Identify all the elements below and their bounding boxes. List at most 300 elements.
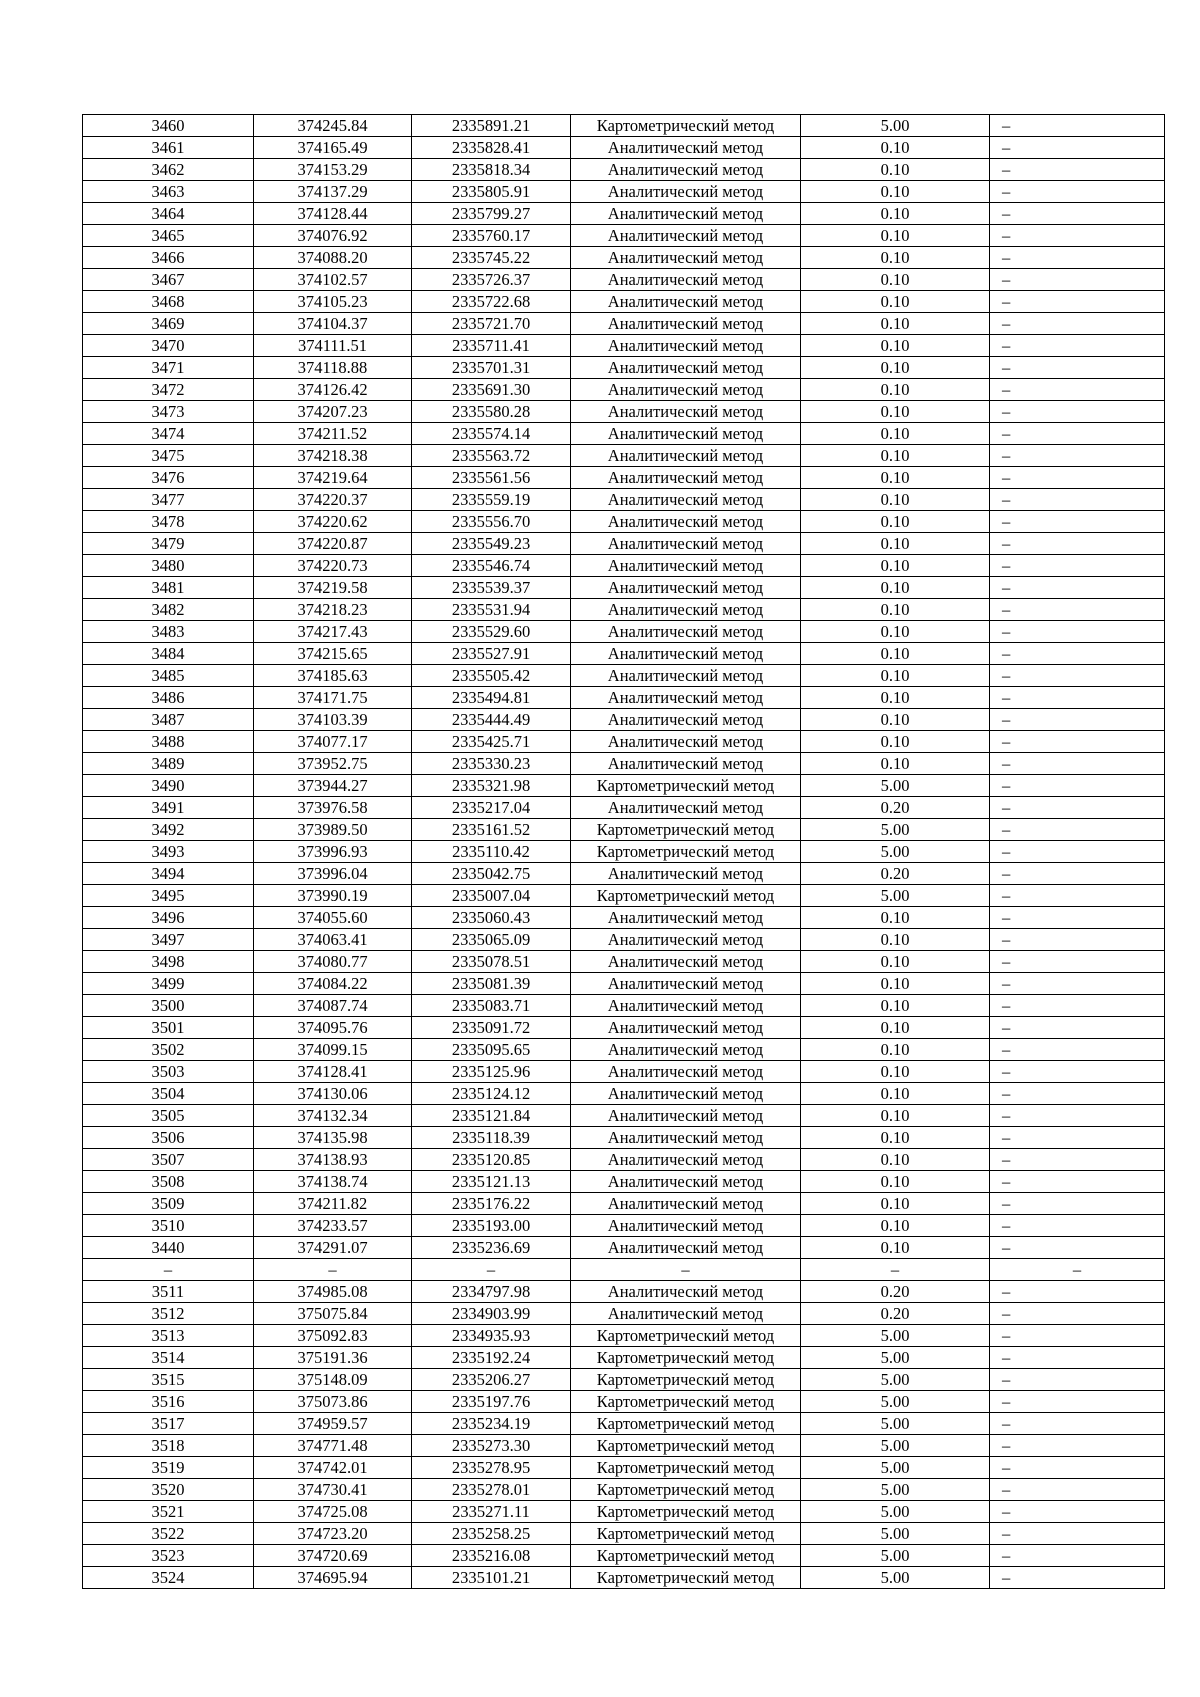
accuracy-cell: 0.10 — [801, 357, 990, 379]
note-cell: – — [990, 1127, 1165, 1149]
x-coordinate-cell: – — [254, 1259, 412, 1281]
y-coordinate-cell: 2335091.72 — [412, 1017, 571, 1039]
y-coordinate-cell: 2335574.14 — [412, 423, 571, 445]
note-cell: – — [990, 1391, 1165, 1413]
point-number-cell: 3493 — [83, 841, 254, 863]
point-number-cell: 3498 — [83, 951, 254, 973]
accuracy-cell: 5.00 — [801, 1501, 990, 1523]
x-coordinate-cell: 374080.77 — [254, 951, 412, 973]
x-coordinate-cell: 374985.08 — [254, 1281, 412, 1303]
y-coordinate-cell: 2335546.74 — [412, 555, 571, 577]
accuracy-cell: 0.10 — [801, 137, 990, 159]
table-row — [83, 379, 1165, 401]
x-coordinate-cell: 374102.57 — [254, 269, 412, 291]
point-number-cell: 3501 — [83, 1017, 254, 1039]
y-coordinate-cell: 2335760.17 — [412, 225, 571, 247]
method-cell: Аналитический метод — [571, 269, 801, 291]
accuracy-cell: 0.10 — [801, 1105, 990, 1127]
accuracy-cell: 0.10 — [801, 753, 990, 775]
method-cell: Аналитический метод — [571, 181, 801, 203]
note-cell: – — [990, 1171, 1165, 1193]
method-cell: Аналитический метод — [571, 467, 801, 489]
y-coordinate-cell: 2335118.39 — [412, 1127, 571, 1149]
point-number-cell: 3479 — [83, 533, 254, 555]
x-coordinate-cell: 374135.98 — [254, 1127, 412, 1149]
accuracy-cell: 0.10 — [801, 599, 990, 621]
accuracy-cell: 0.10 — [801, 687, 990, 709]
x-coordinate-cell: 374220.62 — [254, 511, 412, 533]
accuracy-cell: 0.10 — [801, 1127, 990, 1149]
method-cell: Аналитический метод — [571, 335, 801, 357]
point-number-cell: 3511 — [83, 1281, 254, 1303]
accuracy-cell: 0.10 — [801, 159, 990, 181]
point-number-cell: 3468 — [83, 291, 254, 313]
note-cell: – — [990, 313, 1165, 335]
accuracy-cell: 0.10 — [801, 445, 990, 467]
accuracy-cell: 0.10 — [801, 643, 990, 665]
note-cell: – — [990, 665, 1165, 687]
y-coordinate-cell: 2335060.43 — [412, 907, 571, 929]
accuracy-cell: 0.10 — [801, 995, 990, 1017]
note-cell: – — [990, 577, 1165, 599]
point-number-cell: 3474 — [83, 423, 254, 445]
y-coordinate-cell: 2335234.19 — [412, 1413, 571, 1435]
method-cell: Аналитический метод — [571, 137, 801, 159]
table-row — [83, 1501, 1165, 1523]
note-cell: – — [990, 1501, 1165, 1523]
note-cell: – — [990, 1457, 1165, 1479]
note-cell: – — [990, 753, 1165, 775]
accuracy-cell: 0.10 — [801, 577, 990, 599]
accuracy-cell: 0.10 — [801, 973, 990, 995]
table-row — [83, 1149, 1165, 1171]
note-cell: – — [990, 775, 1165, 797]
x-coordinate-cell: 374220.37 — [254, 489, 412, 511]
table-row — [83, 1325, 1165, 1347]
y-coordinate-cell: 2335531.94 — [412, 599, 571, 621]
point-number-cell: 3497 — [83, 929, 254, 951]
note-cell: – — [990, 1369, 1165, 1391]
accuracy-cell: 0.10 — [801, 291, 990, 313]
method-cell: Аналитический метод — [571, 445, 801, 467]
point-number-cell: 3523 — [83, 1545, 254, 1567]
point-number-cell: 3500 — [83, 995, 254, 1017]
note-cell: – — [990, 1523, 1165, 1545]
note-cell: – — [990, 1061, 1165, 1083]
note-cell: – — [990, 1237, 1165, 1259]
method-cell: Картометрический метод — [571, 1545, 801, 1567]
note-cell: – — [990, 335, 1165, 357]
note-cell: – — [990, 1479, 1165, 1501]
accuracy-cell: 0.10 — [801, 709, 990, 731]
y-coordinate-cell: 2335425.71 — [412, 731, 571, 753]
table-row — [83, 1215, 1165, 1237]
method-cell: Аналитический метод — [571, 995, 801, 1017]
note-cell: – — [990, 247, 1165, 269]
note-cell: – — [990, 1083, 1165, 1105]
y-coordinate-cell: 2335278.01 — [412, 1479, 571, 1501]
point-number-cell: 3487 — [83, 709, 254, 731]
method-cell: Аналитический метод — [571, 1193, 801, 1215]
table-row — [83, 159, 1165, 181]
table-row — [83, 1017, 1165, 1039]
method-cell: Картометрический метод — [571, 1435, 801, 1457]
note-cell: – — [990, 643, 1165, 665]
accuracy-cell: 0.10 — [801, 269, 990, 291]
y-coordinate-cell: 2335193.00 — [412, 1215, 571, 1237]
accuracy-cell: 0.10 — [801, 929, 990, 951]
note-cell: – — [990, 1017, 1165, 1039]
method-cell: Аналитический метод — [571, 401, 801, 423]
note-cell: – — [990, 423, 1165, 445]
x-coordinate-cell: 374118.88 — [254, 357, 412, 379]
method-cell: Аналитический метод — [571, 973, 801, 995]
point-number-cell: 3516 — [83, 1391, 254, 1413]
x-coordinate-cell: 373996.04 — [254, 863, 412, 885]
note-cell: – — [990, 973, 1165, 995]
table-row — [83, 137, 1165, 159]
y-coordinate-cell: 2334903.99 — [412, 1303, 571, 1325]
table-row — [83, 1523, 1165, 1545]
point-number-cell: 3467 — [83, 269, 254, 291]
x-coordinate-cell: 374153.29 — [254, 159, 412, 181]
table-row — [83, 1391, 1165, 1413]
x-coordinate-cell: 374077.17 — [254, 731, 412, 753]
y-coordinate-cell: 2335444.49 — [412, 709, 571, 731]
y-coordinate-cell: 2335124.12 — [412, 1083, 571, 1105]
x-coordinate-cell: 374088.20 — [254, 247, 412, 269]
method-cell: Картометрический метод — [571, 1567, 801, 1589]
y-coordinate-cell: 2335110.42 — [412, 841, 571, 863]
point-number-cell: 3490 — [83, 775, 254, 797]
x-coordinate-cell: 374220.87 — [254, 533, 412, 555]
note-cell: – — [990, 1545, 1165, 1567]
method-cell: Картометрический метод — [571, 115, 801, 137]
x-coordinate-cell: 374128.41 — [254, 1061, 412, 1083]
point-number-cell: 3464 — [83, 203, 254, 225]
table-row — [83, 1545, 1165, 1567]
y-coordinate-cell: 2335217.04 — [412, 797, 571, 819]
table-row — [83, 687, 1165, 709]
method-cell: Картометрический метод — [571, 885, 801, 907]
point-number-cell: 3484 — [83, 643, 254, 665]
table-row — [83, 467, 1165, 489]
method-cell: Аналитический метод — [571, 247, 801, 269]
point-number-cell: 3440 — [83, 1237, 254, 1259]
accuracy-cell: 5.00 — [801, 1325, 990, 1347]
table-row — [83, 1083, 1165, 1105]
note-cell: – — [990, 621, 1165, 643]
point-number-cell: 3503 — [83, 1061, 254, 1083]
y-coordinate-cell: 2335176.22 — [412, 1193, 571, 1215]
note-cell: – — [990, 115, 1165, 137]
x-coordinate-cell: 373976.58 — [254, 797, 412, 819]
accuracy-cell: 0.10 — [801, 731, 990, 753]
point-number-cell: 3492 — [83, 819, 254, 841]
y-coordinate-cell: 2334935.93 — [412, 1325, 571, 1347]
y-coordinate-cell: 2335125.96 — [412, 1061, 571, 1083]
note-cell: – — [990, 533, 1165, 555]
x-coordinate-cell: 374063.41 — [254, 929, 412, 951]
y-coordinate-cell: 2335580.28 — [412, 401, 571, 423]
accuracy-cell: 0.20 — [801, 1303, 990, 1325]
note-cell: – — [990, 1281, 1165, 1303]
note-cell: – — [990, 1215, 1165, 1237]
note-cell: – — [990, 467, 1165, 489]
method-cell: Картометрический метод — [571, 1501, 801, 1523]
accuracy-cell: 5.00 — [801, 1523, 990, 1545]
table-row — [83, 643, 1165, 665]
table-row — [83, 1237, 1165, 1259]
method-cell: Аналитический метод — [571, 423, 801, 445]
x-coordinate-cell: 375191.36 — [254, 1347, 412, 1369]
accuracy-cell: 5.00 — [801, 1435, 990, 1457]
x-coordinate-cell: 375148.09 — [254, 1369, 412, 1391]
point-number-cell: 3518 — [83, 1435, 254, 1457]
table-row — [83, 1567, 1165, 1589]
coordinates-table — [82, 114, 1165, 1589]
x-coordinate-cell: 373990.19 — [254, 885, 412, 907]
table-row — [83, 291, 1165, 313]
table-row — [83, 995, 1165, 1017]
point-number-cell: 3495 — [83, 885, 254, 907]
table-row — [83, 775, 1165, 797]
table-row — [83, 1457, 1165, 1479]
point-number-cell: 3513 — [83, 1325, 254, 1347]
point-number-cell: 3473 — [83, 401, 254, 423]
accuracy-cell: 5.00 — [801, 819, 990, 841]
point-number-cell: 3524 — [83, 1567, 254, 1589]
y-coordinate-cell: 2335271.11 — [412, 1501, 571, 1523]
table-row — [83, 1171, 1165, 1193]
point-number-cell: 3515 — [83, 1369, 254, 1391]
note-cell: – — [990, 1039, 1165, 1061]
point-number-cell: 3512 — [83, 1303, 254, 1325]
accuracy-cell: 5.00 — [801, 1391, 990, 1413]
point-number-cell: 3507 — [83, 1149, 254, 1171]
method-cell: Аналитический метод — [571, 159, 801, 181]
table-row — [83, 313, 1165, 335]
table-row — [83, 357, 1165, 379]
method-cell: Аналитический метод — [571, 753, 801, 775]
note-cell: – — [990, 797, 1165, 819]
x-coordinate-cell: 374219.64 — [254, 467, 412, 489]
note-cell: – — [990, 401, 1165, 423]
y-coordinate-cell: 2335216.08 — [412, 1545, 571, 1567]
point-number-cell: 3466 — [83, 247, 254, 269]
x-coordinate-cell: 374720.69 — [254, 1545, 412, 1567]
table-row — [83, 599, 1165, 621]
accuracy-cell: 0.20 — [801, 1281, 990, 1303]
method-cell: Аналитический метод — [571, 1017, 801, 1039]
table-row — [83, 1303, 1165, 1325]
table-row — [83, 555, 1165, 577]
method-cell: Аналитический метод — [571, 1171, 801, 1193]
note-cell: – — [990, 1149, 1165, 1171]
x-coordinate-cell: 374730.41 — [254, 1479, 412, 1501]
table-row — [83, 489, 1165, 511]
x-coordinate-cell: 374095.76 — [254, 1017, 412, 1039]
point-number-cell: 3488 — [83, 731, 254, 753]
method-cell: Аналитический метод — [571, 665, 801, 687]
point-number-cell: 3475 — [83, 445, 254, 467]
x-coordinate-cell: 375092.83 — [254, 1325, 412, 1347]
method-cell: Картометрический метод — [571, 1479, 801, 1501]
x-coordinate-cell: 375075.84 — [254, 1303, 412, 1325]
accuracy-cell: 0.10 — [801, 1149, 990, 1171]
y-coordinate-cell: 2335330.23 — [412, 753, 571, 775]
x-coordinate-cell: 374742.01 — [254, 1457, 412, 1479]
table-row — [83, 907, 1165, 929]
y-coordinate-cell: 2335711.41 — [412, 335, 571, 357]
table-row — [83, 533, 1165, 555]
accuracy-cell: 0.10 — [801, 1171, 990, 1193]
table-row — [83, 225, 1165, 247]
method-cell: Картометрический метод — [571, 1369, 801, 1391]
x-coordinate-cell: 373952.75 — [254, 753, 412, 775]
point-number-cell: 3520 — [83, 1479, 254, 1501]
note-cell: – — [990, 379, 1165, 401]
x-coordinate-cell: 374219.58 — [254, 577, 412, 599]
note-cell: – — [990, 1325, 1165, 1347]
accuracy-cell: 0.10 — [801, 181, 990, 203]
method-cell: Аналитический метод — [571, 489, 801, 511]
method-cell: Аналитический метод — [571, 599, 801, 621]
y-coordinate-cell: 2335206.27 — [412, 1369, 571, 1391]
method-cell: Картометрический метод — [571, 775, 801, 797]
method-cell: Аналитический метод — [571, 797, 801, 819]
table-row — [83, 709, 1165, 731]
method-cell: Картометрический метод — [571, 1523, 801, 1545]
accuracy-cell: 0.20 — [801, 797, 990, 819]
x-coordinate-cell: 374076.92 — [254, 225, 412, 247]
table-row — [83, 1479, 1165, 1501]
point-number-cell: 3482 — [83, 599, 254, 621]
accuracy-cell: 5.00 — [801, 1369, 990, 1391]
note-cell: – — [990, 687, 1165, 709]
x-coordinate-cell: 374771.48 — [254, 1435, 412, 1457]
y-coordinate-cell: 2335081.39 — [412, 973, 571, 995]
point-number-cell: 3481 — [83, 577, 254, 599]
x-coordinate-cell: 374217.43 — [254, 621, 412, 643]
table-row — [83, 269, 1165, 291]
table-row — [83, 1369, 1165, 1391]
table-row — [83, 797, 1165, 819]
accuracy-cell: 0.10 — [801, 665, 990, 687]
note-cell: – — [990, 489, 1165, 511]
x-coordinate-cell: 374291.07 — [254, 1237, 412, 1259]
note-cell: – — [990, 1435, 1165, 1457]
y-coordinate-cell: 2335563.72 — [412, 445, 571, 467]
note-cell: – — [990, 291, 1165, 313]
x-coordinate-cell: 374185.63 — [254, 665, 412, 687]
point-number-cell: 3476 — [83, 467, 254, 489]
point-number-cell: 3521 — [83, 1501, 254, 1523]
table-row — [83, 841, 1165, 863]
point-number-cell: 3465 — [83, 225, 254, 247]
method-cell: Аналитический метод — [571, 1127, 801, 1149]
x-coordinate-cell: 374126.42 — [254, 379, 412, 401]
y-coordinate-cell: 2335721.70 — [412, 313, 571, 335]
y-coordinate-cell: 2335121.13 — [412, 1171, 571, 1193]
table-row — [83, 423, 1165, 445]
method-cell: Аналитический метод — [571, 643, 801, 665]
table-row — [83, 885, 1165, 907]
table-row — [83, 1061, 1165, 1083]
x-coordinate-cell: 374099.15 — [254, 1039, 412, 1061]
x-coordinate-cell: 374245.84 — [254, 115, 412, 137]
table-row — [83, 401, 1165, 423]
x-coordinate-cell: 374165.49 — [254, 137, 412, 159]
note-cell: – — [990, 709, 1165, 731]
accuracy-cell: 0.10 — [801, 225, 990, 247]
method-cell: Картометрический метод — [571, 1347, 801, 1369]
y-coordinate-cell: 2335258.25 — [412, 1523, 571, 1545]
accuracy-cell: 0.10 — [801, 203, 990, 225]
x-coordinate-cell: 373996.93 — [254, 841, 412, 863]
accuracy-cell: 5.00 — [801, 1457, 990, 1479]
y-coordinate-cell: 2335273.30 — [412, 1435, 571, 1457]
y-coordinate-cell: 2335197.76 — [412, 1391, 571, 1413]
x-coordinate-cell: 374233.57 — [254, 1215, 412, 1237]
table-row — [83, 621, 1165, 643]
accuracy-cell: 0.10 — [801, 1215, 990, 1237]
y-coordinate-cell: 2335120.85 — [412, 1149, 571, 1171]
method-cell: Аналитический метод — [571, 291, 801, 313]
y-coordinate-cell: 2335745.22 — [412, 247, 571, 269]
point-number-cell: 3491 — [83, 797, 254, 819]
x-coordinate-cell: 374215.65 — [254, 643, 412, 665]
table-row — [83, 1435, 1165, 1457]
accuracy-cell: 0.10 — [801, 313, 990, 335]
accuracy-cell: 5.00 — [801, 841, 990, 863]
accuracy-cell: 0.10 — [801, 489, 990, 511]
note-cell: – — [990, 951, 1165, 973]
x-coordinate-cell: 374087.74 — [254, 995, 412, 1017]
accuracy-cell: 0.10 — [801, 951, 990, 973]
note-cell: – — [990, 731, 1165, 753]
x-coordinate-cell: 374723.20 — [254, 1523, 412, 1545]
y-coordinate-cell: 2335078.51 — [412, 951, 571, 973]
y-coordinate-cell: 2335549.23 — [412, 533, 571, 555]
point-number-cell: 3514 — [83, 1347, 254, 1369]
accuracy-cell: 0.10 — [801, 247, 990, 269]
point-number-cell: 3470 — [83, 335, 254, 357]
y-coordinate-cell: 2335559.19 — [412, 489, 571, 511]
accuracy-cell: 0.10 — [801, 335, 990, 357]
method-cell: Аналитический метод — [571, 951, 801, 973]
method-cell: Аналитический метод — [571, 511, 801, 533]
y-coordinate-cell: 2335891.21 — [412, 115, 571, 137]
note-cell: – — [990, 863, 1165, 885]
point-number-cell: 3485 — [83, 665, 254, 687]
method-cell: Аналитический метод — [571, 731, 801, 753]
method-cell: Аналитический метод — [571, 1215, 801, 1237]
point-number-cell: 3463 — [83, 181, 254, 203]
accuracy-cell: 0.10 — [801, 423, 990, 445]
point-number-cell: 3508 — [83, 1171, 254, 1193]
point-number-cell: 3472 — [83, 379, 254, 401]
x-coordinate-cell: 374218.38 — [254, 445, 412, 467]
x-coordinate-cell: 374137.29 — [254, 181, 412, 203]
y-coordinate-cell: 2335161.52 — [412, 819, 571, 841]
point-number-cell: 3510 — [83, 1215, 254, 1237]
x-coordinate-cell: 374128.44 — [254, 203, 412, 225]
accuracy-cell: 5.00 — [801, 775, 990, 797]
table-row — [83, 511, 1165, 533]
note-cell: – — [990, 907, 1165, 929]
point-number-cell: 3477 — [83, 489, 254, 511]
